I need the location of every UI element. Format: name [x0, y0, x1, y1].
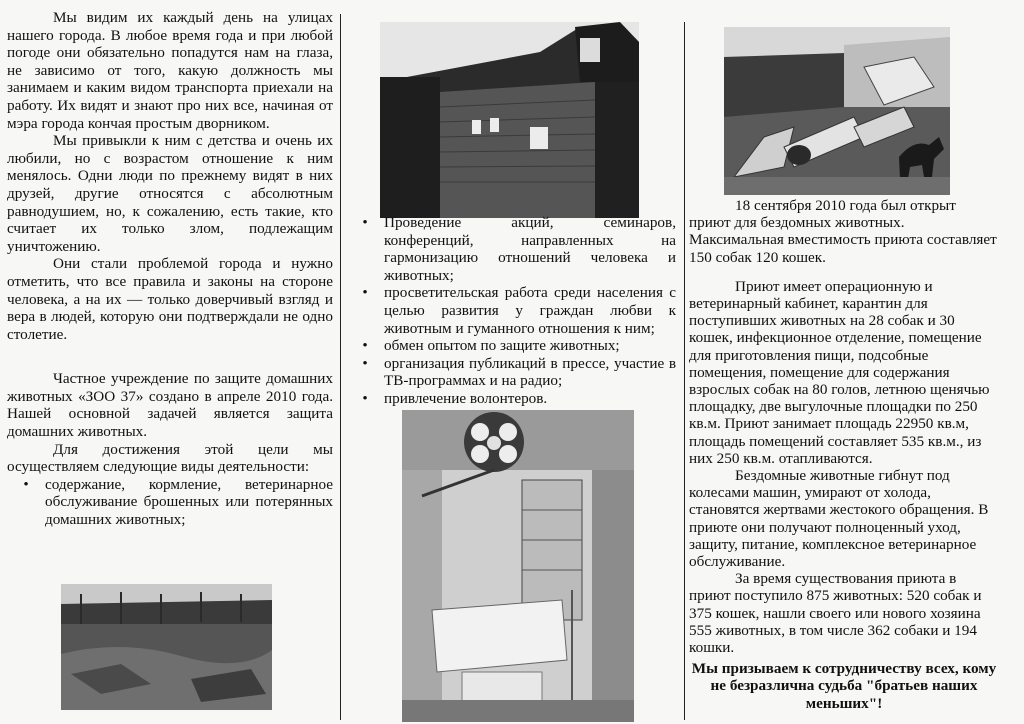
- list-item: [7, 476, 333, 529]
- column-divider-left: [340, 14, 341, 720]
- bullet-text-1: содержание, кормление, ветеринарное обслуживание брошенных или потерянных домашних животных;: [45, 475, 333, 529]
- facilities-paragraph: Приют имеет операционную и ветеринарный кабинет, карантин для поступивших животных на 28 собак и 30 кошек, инфекционное отделение, помещение для приготовления пищи, подсобные помещения, помещение для содержания взрослых собак на 80 голов, летнюю щенячью площадку, две выгулочные площадки по 250 кв.м. Приют занимает площадь 22950 кв.м, площадь помещений составляет 535 кв.м., из них 250 кв.м. отапливаются.: [689, 277, 990, 467]
- care-paragraph: Бездомные животные гибнут под колесами машин, умирают от холода, становятся жертвами жестокого обращения. В приюте они получают полноценный уход, защиту, питание, комплексное ветеринарное обслуживание.: [689, 467, 989, 571]
- bullet-text-4: организация публикаций в прессе, участие в ТВ-программах и на радио;: [384, 354, 676, 390]
- list-item: [346, 390, 676, 408]
- bullet-marker: •: [362, 214, 368, 231]
- bullet-marker: •: [362, 284, 368, 302]
- left-column: [7, 9, 333, 529]
- middle-column: [346, 214, 676, 408]
- bullet-marker: •: [23, 475, 29, 493]
- intro-paragraph-1: Мы видим их каждый день на улицах нашего города. В любое время года и при любой погоде они обязательно попадутся нам на глаза, не зависимо от того, какую должность мы занимаем и каким видом транспорта приехали на работу. Их видят и знают про них все, начиная от мэра города кончая простым дворником.: [7, 9, 333, 132]
- bullet-text-3: обмен опытом по защите животных;: [384, 337, 620, 355]
- goal-paragraph: Для достижения этой цели мы осуществляем следующие виды деятельности:: [7, 440, 333, 476]
- intro-paragraph-3: Они стали проблемой города и нужно отметить, что все правила и законы на стороне человека, а на их — только доверчивый взгляд и вера в людей, которую они подтверждали не одно столетие.: [7, 255, 333, 343]
- list-item: [346, 284, 676, 337]
- stats-paragraph: За время существования приюта в приют поступило 875 животных: 520 собак и 375 кошек, нашли своего или нового хозяина 555 животных, в том числе 362 собаки и 194 кошки.: [689, 570, 982, 657]
- photo-dog-enclosure: [724, 27, 950, 195]
- list-item: [346, 337, 676, 355]
- bullet-text-5: привлечение волонтеров.: [384, 389, 548, 407]
- bullet-marker: •: [362, 337, 368, 355]
- org-paragraph: Частное учреждение по защите домашних животных «ЗОО 37» создано в апреле 2010 года. Нашей основной задачей является защита домашних животных.: [7, 370, 333, 441]
- appeal-text: Мы призываем к сотрудничеству всех, кому не безразлична судьба "братьев наших меньших"!: [691, 660, 997, 712]
- photo-building: [380, 22, 639, 218]
- list-item: [346, 355, 676, 390]
- intro-paragraph-2: Мы привыкли к ним с детства и очень их любили, но с возрастом отношение к ним менялось. Одни люди по прежнему видят в них друзей, другие относятся с абсолютным равнодушием, но, к сожалению, есть такие, кто считает их только злом, подлежащим уничтожению.: [7, 132, 333, 255]
- list-item: [346, 214, 676, 284]
- bullet-text-1: Проведение акций, семинаров, конференций, направленных на гармонизацию отношений человека и животных;: [384, 214, 676, 284]
- right-column: [689, 197, 999, 712]
- photo-yard: [61, 584, 272, 710]
- bullet-text-2: просветительская работа среди населения с целью развития у граждан любви к животным и гуманного отношения к ним;: [384, 284, 676, 337]
- photo-operating-room: [402, 410, 634, 722]
- bullet-marker: •: [362, 354, 368, 372]
- opening-paragraph: 18 сентября 2010 года был открыт приют для бездомных животных. Максимальная вместимость приюта составляет 150 собак 120 кошек.: [689, 197, 997, 266]
- column-divider-right: [684, 22, 685, 720]
- bullet-marker: •: [362, 389, 368, 407]
